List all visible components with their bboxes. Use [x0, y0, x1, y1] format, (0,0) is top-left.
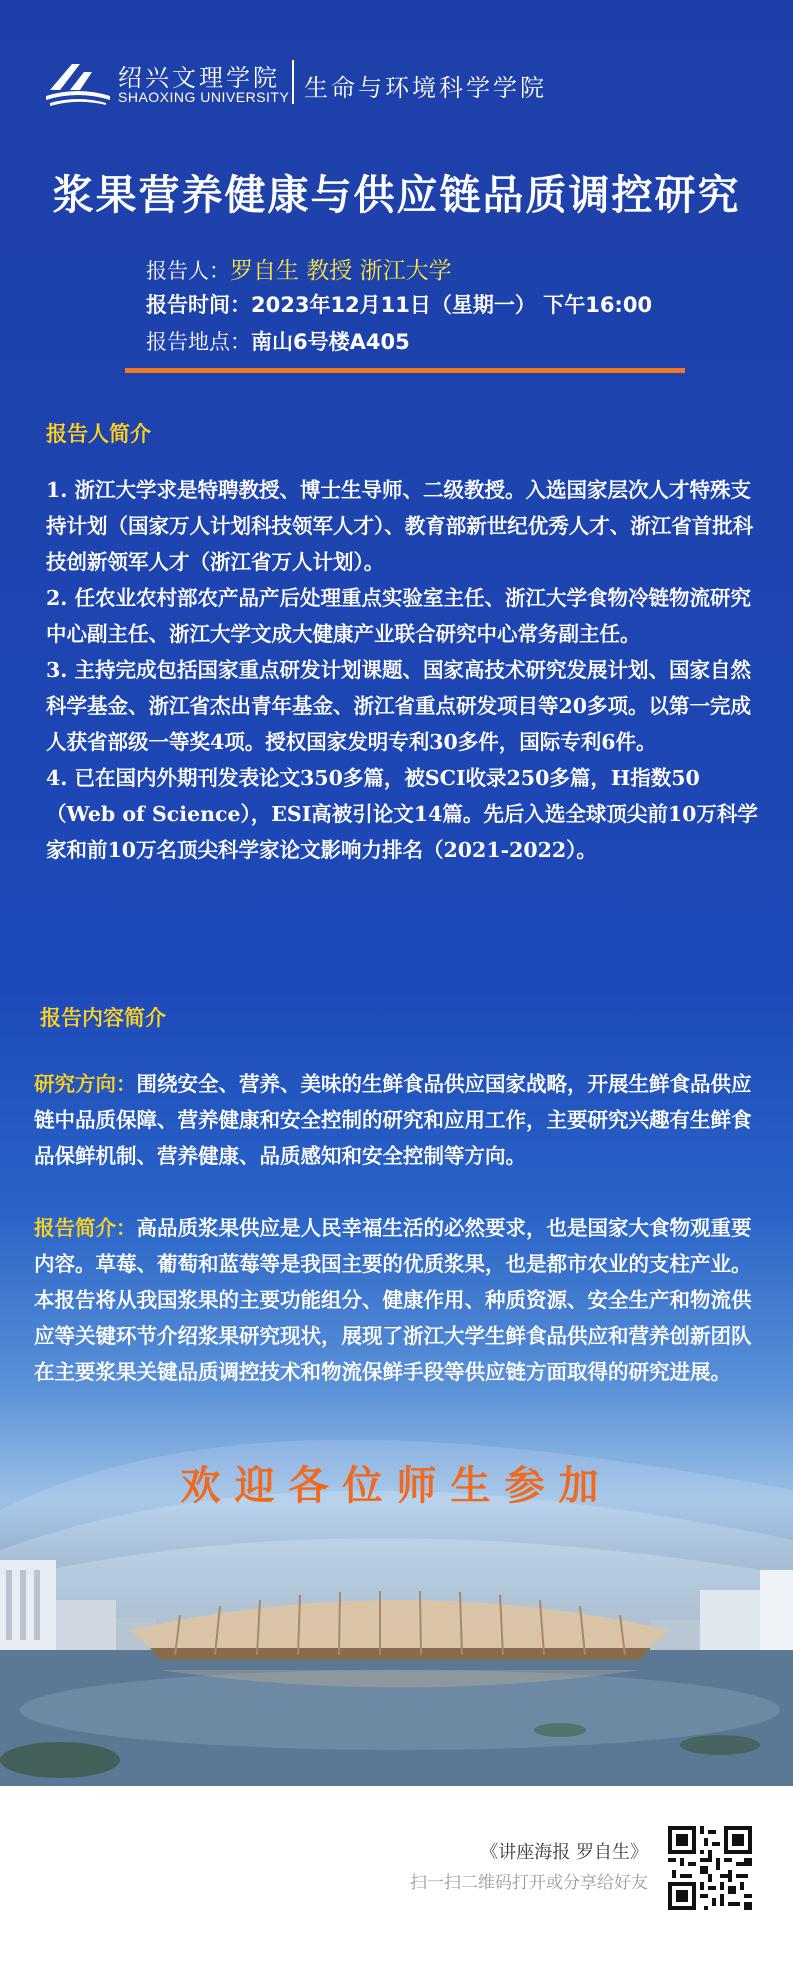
place-line	[146, 326, 410, 356]
time-line	[146, 289, 652, 319]
time-value: 2023年12月11日（星期一） 下午16:00	[251, 293, 653, 317]
time-label: 报告时间：	[146, 293, 251, 317]
speaker-intro-heading: 报告人简介	[46, 421, 151, 446]
research-direction-text: 围绕安全、营养、美味的生鲜食品供应国家战略，开展生鲜食品供应链中品质保障、营养健康和安全控制的研究和应用工作，主要研究兴趣有生鲜食品保鲜机制、营养健康、品质感知和安全控制等方向。	[34, 1072, 752, 1168]
poster-title: 浆果营养健康与供应链品质调控研究	[52, 171, 741, 219]
speaker-label: 报告人：	[146, 259, 230, 283]
university-name-en: SHAOXING UNIVERSITY	[118, 89, 290, 105]
footer-title: 《讲座海报 罗自生》	[480, 1842, 648, 1863]
research-direction	[34, 1066, 762, 1174]
report-summary-text: 高品质浆果供应是人民幸福生活的必然要求，也是国家大食物观重要内容。草莓、葡萄和蓝莓等是我国主要的优质浆果，也是都市农业的支柱产业。本报告将从我国浆果的主要功能组分、健康作用、种质资源、安全生产和物流供应等关键环节介绍浆果研究现状，展现了浙江大学生鲜食品供应和营养创新团队在主要浆果关键品质调控技术和物流保鲜手段等供应链方面取得的研究进展。	[34, 1216, 752, 1384]
speaker-intro-item: 3. 主持完成包括国家重点研发计划课题、国家高技术研究发展计划、国家自然科学基金、浙江省杰出青年基金、浙江省重点研发项目等20多项。以第一完成人获省部级一等奖4项。授权国家发明专利30多件，国际专利6件。	[46, 658, 752, 754]
university-name-cn: 绍兴文理学院	[118, 64, 280, 92]
stadium-illustration	[0, 1530, 793, 1786]
speaker-intro-list	[46, 472, 764, 868]
speaker-intro-item: 1. 浙江大学求是特聘教授、博士生导师、二级教授。入选国家层次人才特殊支持计划（国家万人计划科技领军人才）、教育部新世纪优秀人才、浙江省首批科技创新领军人才（浙江省万人计划）。	[46, 478, 754, 574]
report-summary	[34, 1210, 762, 1390]
place-value: 南山6号楼A405	[251, 330, 410, 354]
divider-line	[125, 368, 685, 373]
footer-subtitle: 扫一扫二维码打开或分享给好友	[410, 1873, 648, 1893]
speaker-intro-item: 4. 已在国内外期刊发表论文350多篇，被SCI收录250多篇，H指数50（Web of Science），ESI高被引论文14篇。先后入选全球顶尖前10万科学家和前10万名顶尖科学家论文影响力排名（2021-2022）。	[46, 766, 758, 862]
university-logo	[46, 56, 566, 112]
university-emblem-icon	[46, 58, 110, 106]
place-label: 报告地点：	[146, 330, 251, 354]
speaker-value: 罗自生 教授 浙江大学	[230, 258, 452, 284]
speaker-line	[146, 252, 452, 285]
research-direction-label: 研究方向：	[34, 1072, 137, 1096]
welcome-banner: 欢迎各位师生参加	[180, 1462, 613, 1509]
content-intro-heading: 报告内容简介	[40, 1005, 166, 1030]
college-name: 生命与环境科学学院	[304, 74, 547, 102]
qr-code-icon[interactable]	[668, 1826, 752, 1910]
report-summary-label: 报告简介：	[34, 1216, 137, 1240]
speaker-intro-item: 2. 任农业农村部农产品产后处理重点实验室主任、浙江大学食物冷链物流研究中心副主任、浙江大学文成大健康产业联合研究中心常务副主任。	[46, 586, 752, 646]
logo-divider	[292, 60, 294, 104]
